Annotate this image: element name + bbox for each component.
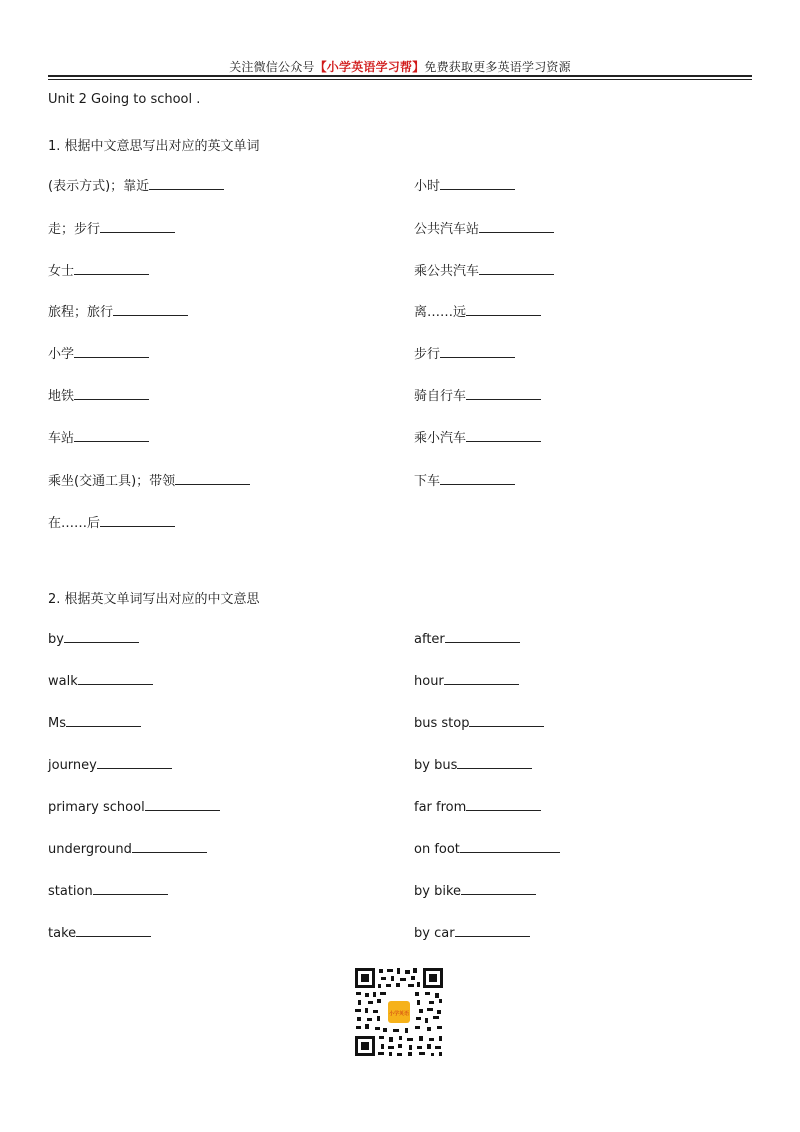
s2-left-item[interactable]: underground: [48, 839, 207, 859]
s1-right-item[interactable]: 乘公共汽车: [414, 261, 554, 281]
qr-code-icon: [353, 966, 445, 1058]
s1-left-item[interactable]: 旅程；旅行: [48, 302, 188, 322]
s2-left-item[interactable]: Ms: [48, 713, 141, 733]
s1-right-item[interactable]: 小时: [414, 176, 515, 196]
s1-left-item[interactable]: 女士: [48, 261, 149, 281]
s2-left-item[interactable]: walk: [48, 671, 153, 691]
s1-right-item[interactable]: 公共汽车站: [414, 219, 554, 239]
page-header: [0, 58, 800, 75]
s2-left-item[interactable]: journey: [48, 755, 172, 775]
s1-right-item[interactable]: 步行: [414, 344, 515, 364]
s1-right-item[interactable]: 骑自行车: [414, 386, 541, 406]
s2-right-item[interactable]: on foot: [414, 839, 560, 859]
s1-right-item[interactable]: 乘小汽车: [414, 428, 541, 448]
s2-left-item[interactable]: take: [48, 923, 151, 943]
s1-left-item[interactable]: 乘坐(交通工具)；带领: [48, 471, 250, 491]
s2-left-item[interactable]: station: [48, 881, 168, 901]
s2-left-item[interactable]: by: [48, 629, 139, 649]
s2-right-item[interactable]: by car: [414, 923, 530, 943]
header-prefix: 关注微信公众号: [229, 60, 315, 74]
s2-right-item[interactable]: hour: [414, 671, 519, 691]
header-brand: 【小学英语学习帮】: [314, 60, 425, 74]
header-rule-thin: [48, 79, 752, 80]
s1-left-item[interactable]: 地铁: [48, 386, 149, 406]
s2-right-item[interactable]: bus stop: [414, 713, 544, 733]
s1-left-item[interactable]: (表示方式)；靠近: [48, 176, 224, 196]
header-suffix: 免费获取更多英语学习资源: [424, 60, 571, 74]
s1-right-item[interactable]: 下车: [414, 471, 515, 491]
s2-right-item[interactable]: by bike: [414, 881, 536, 901]
s1-left-item[interactable]: 走；步行: [48, 219, 175, 239]
section2-heading: 2. 根据英文单词写出对应的中文意思: [48, 592, 260, 607]
s1-right-item[interactable]: 离……远: [414, 302, 541, 322]
section1-heading: 1. 根据中文意思写出对应的英文单词: [48, 139, 260, 154]
unit-title: Unit 2 Going to school .: [48, 92, 201, 107]
s2-right-item[interactable]: by bus: [414, 755, 532, 775]
header-rule-thick: [48, 75, 752, 77]
s2-right-item[interactable]: far from: [414, 797, 541, 817]
s2-right-item[interactable]: after: [414, 629, 520, 649]
s1-left-item[interactable]: 在……后: [48, 513, 175, 533]
s2-left-item[interactable]: primary school: [48, 797, 220, 817]
s1-left-item[interactable]: 车站: [48, 428, 149, 448]
s1-left-item[interactable]: 小学: [48, 344, 149, 364]
qr-badge-text: 小学英语: [388, 1011, 410, 1017]
